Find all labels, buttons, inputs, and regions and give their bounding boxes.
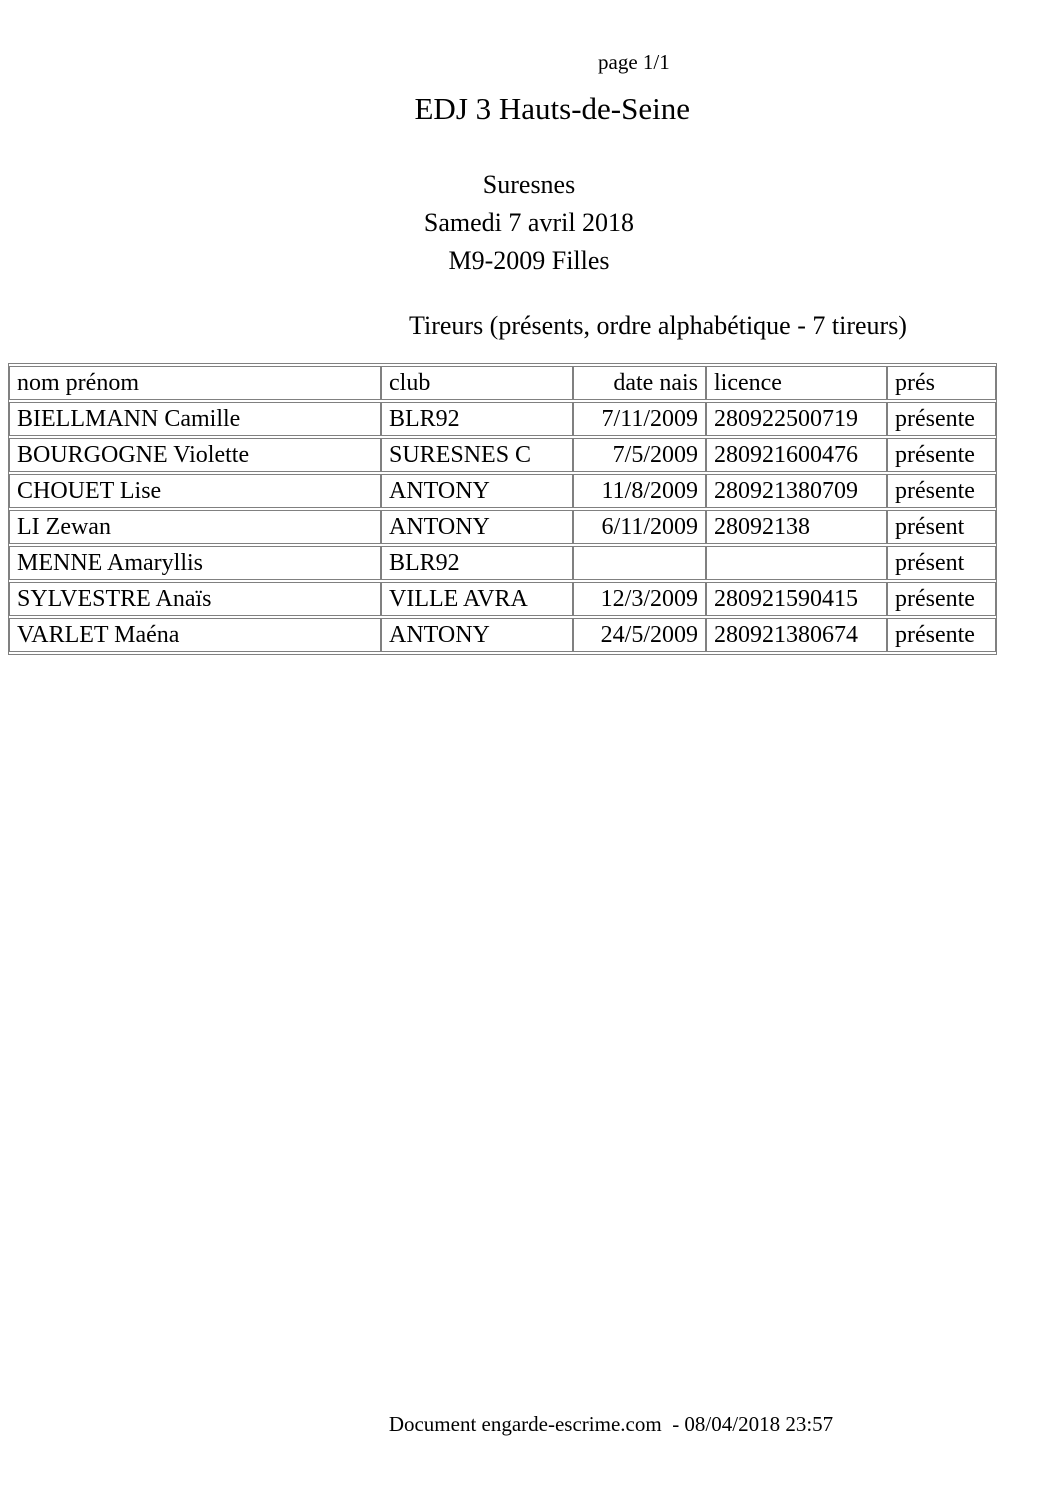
- header-location: Suresnes: [482, 170, 576, 199]
- column-header-name: nom prénom: [9, 366, 381, 400]
- document-footer: Document engarde-escrime.com - 08/04/2018 23:57: [388, 1412, 834, 1436]
- cell-name: CHOUET Lise: [9, 474, 381, 508]
- header-category: M9-2009 Filles: [448, 246, 610, 275]
- cell-licence: 280922500719: [706, 402, 887, 436]
- cell-name: VARLET Maéna: [9, 618, 381, 652]
- table-row: [9, 618, 996, 652]
- header-date: Samedi 7 avril 2018: [423, 208, 635, 237]
- cell-birthdate: 11/8/2009: [573, 474, 706, 508]
- table-row: [9, 438, 996, 472]
- list-subtitle: Tireurs (présents, ordre alphabétique - 7 tireurs): [409, 311, 907, 340]
- cell-presence: présente: [887, 474, 996, 508]
- column-header-club: club: [381, 366, 573, 400]
- cell-birthdate: 7/11/2009: [573, 402, 706, 436]
- cell-club: ANTONY: [381, 510, 573, 544]
- table-row: [9, 582, 996, 616]
- cell-presence: présente: [887, 582, 996, 616]
- cell-club: SURESNES C: [381, 438, 573, 472]
- cell-name: LI Zewan: [9, 510, 381, 544]
- cell-birthdate: 6/11/2009: [573, 510, 706, 544]
- cell-presence: présente: [887, 618, 996, 652]
- fencers-table: [8, 363, 997, 655]
- table-row: [9, 546, 996, 580]
- table-row: [9, 510, 996, 544]
- cell-name: SYLVESTRE Anaïs: [9, 582, 381, 616]
- column-header-licence: licence: [706, 366, 887, 400]
- cell-presence: présente: [887, 402, 996, 436]
- table-row: [9, 402, 996, 436]
- cell-licence: 280921600476: [706, 438, 887, 472]
- cell-club: BLR92: [381, 402, 573, 436]
- title-line: [0, 52, 1058, 166]
- cell-licence: 280921590415: [706, 582, 887, 616]
- cell-licence: 28092138: [706, 510, 887, 544]
- cell-name: BIELLMANN Camille: [9, 402, 381, 436]
- cell-club: ANTONY: [381, 474, 573, 508]
- column-header-presence: prés: [887, 366, 996, 400]
- page-title: EDJ 3 Hauts-de-Seine: [414, 91, 690, 126]
- table-header-row: [9, 366, 996, 400]
- cell-licence: 280921380709: [706, 474, 887, 508]
- cell-club: BLR92: [381, 546, 573, 580]
- cell-club: VILLE AVRA: [381, 582, 573, 616]
- cell-licence: [706, 546, 887, 580]
- cell-birthdate: [573, 546, 706, 580]
- cell-presence: présent: [887, 510, 996, 544]
- cell-birthdate: 24/5/2009: [573, 618, 706, 652]
- cell-birthdate: 7/5/2009: [573, 438, 706, 472]
- column-header-birthdate: date nais: [573, 366, 706, 400]
- cell-presence: présente: [887, 438, 996, 472]
- page-number-label: page 1/1: [598, 50, 670, 74]
- table-row: [9, 474, 996, 508]
- cell-name: MENNE Amaryllis: [9, 546, 381, 580]
- cell-club: ANTONY: [381, 618, 573, 652]
- document-header: [0, 0, 1058, 280]
- cell-birthdate: 12/3/2009: [573, 582, 706, 616]
- cell-name: BOURGOGNE Violette: [9, 438, 381, 472]
- cell-licence: 280921380674: [706, 618, 887, 652]
- cell-presence: présent: [887, 546, 996, 580]
